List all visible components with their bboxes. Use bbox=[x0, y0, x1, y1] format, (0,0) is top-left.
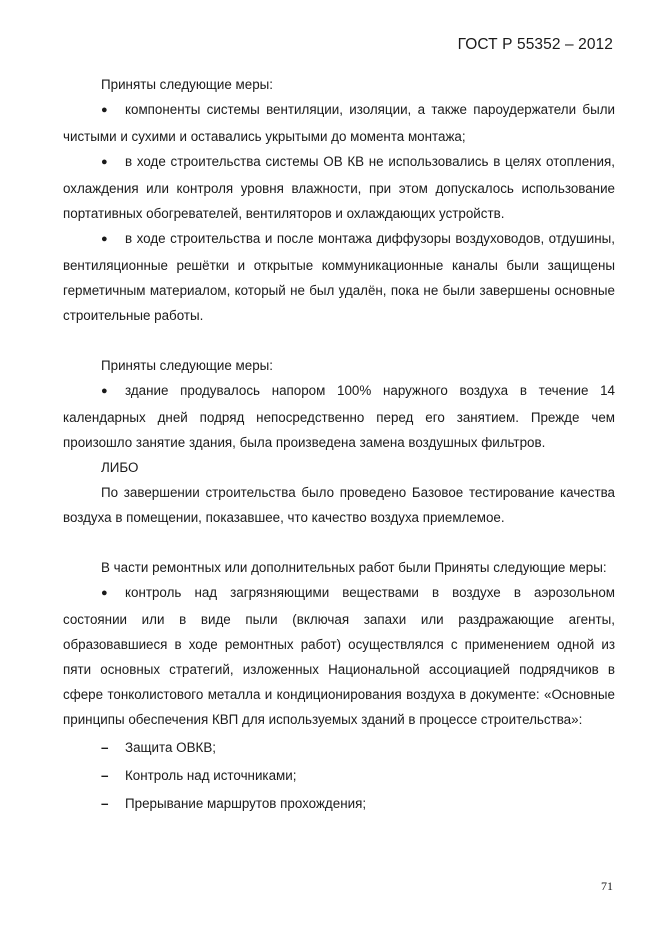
bullet-text: в ходе строительства системы ОВ КВ не использовались в целях отопления, охлаждения или контроля уровня влажности, при этом допускалось использование портативных обогревателей, вентиляторов и охлаждающих устройств. bbox=[63, 154, 615, 221]
bullet-marker: ● bbox=[101, 233, 108, 245]
dash-item bbox=[63, 735, 615, 760]
bullet-marker: ● bbox=[101, 104, 108, 116]
page-number: 71 bbox=[601, 879, 613, 893]
dash-item bbox=[63, 763, 615, 788]
dash-text: Прерывание маршрутов прохождения; bbox=[125, 796, 367, 811]
or-label: ЛИБО bbox=[101, 460, 139, 475]
bullet-text: здание продувалось напором 100% наружного воздуха в течение 14 календарных дней подряд непосредственно перед его занятием. Прежде чем произошло занятие здания, была произведена замена воздушных фильтров. bbox=[63, 383, 615, 450]
dash-marker: – bbox=[101, 796, 109, 811]
bullet-item bbox=[63, 378, 615, 455]
section-1-intro: Приняты следующие меры: bbox=[101, 77, 273, 92]
bullet-item bbox=[63, 97, 615, 149]
bullet-item bbox=[63, 580, 615, 732]
bullet-text: компоненты системы вентиляции, изоляции, а также пароудержатели были чистыми и сухими и оставались укрытыми до момента монтажа; bbox=[63, 102, 615, 144]
section-3-intro: В части ремонтных или дополнительных работ были Приняты следующие меры: bbox=[101, 560, 607, 575]
section-3 bbox=[63, 555, 615, 816]
section-2-intro: Приняты следующие меры: bbox=[101, 358, 273, 373]
dash-text: Защита ОВКВ; bbox=[125, 740, 216, 755]
section-2 bbox=[63, 353, 615, 530]
dash-item bbox=[63, 791, 615, 816]
bullet-marker: ● bbox=[101, 385, 108, 397]
bullet-item bbox=[63, 226, 615, 328]
alternative-paragraph: По завершении строительства было проведено Базовое тестирование качества воздуха в помещении, показавшее, что качество воздуха приемлемое. bbox=[63, 485, 615, 525]
section-1 bbox=[63, 72, 615, 328]
bullet-text: контроль над загрязняющими веществами в воздухе в аэрозольном состоянии или в виде пыли (включая запахи или раздражающие агенты, образовавшиеся в ходе ремонтных работ) осуществлялся с применением одной из пяти основных стратегий, изложенных Национальной ассоциацией подрядчиков в сфере тонколистового металла и кондиционирования воздуха в документе: «Основные принципы обеспечения КВП для используемых зданий в процессе строительства»: bbox=[63, 585, 615, 727]
dash-text: Контроль над источниками; bbox=[125, 768, 297, 783]
dash-marker: – bbox=[101, 768, 109, 783]
bullet-marker: ● bbox=[101, 587, 108, 599]
strategy-list bbox=[63, 735, 615, 816]
bullet-marker: ● bbox=[101, 156, 108, 168]
document-body bbox=[63, 72, 615, 816]
bullet-item bbox=[63, 149, 615, 226]
bullet-text: в ходе строительства и после монтажа диффузоры воздуховодов, отдушины, вентиляционные решётки и открытые коммуникационные каналы были защищены герметичным материалом, который не был удалён, пока не были завершены основные строительные работы. bbox=[63, 231, 615, 323]
document-code-header: ГОСТ Р 55352 – 2012 bbox=[457, 36, 613, 53]
dash-marker: – bbox=[101, 740, 109, 755]
